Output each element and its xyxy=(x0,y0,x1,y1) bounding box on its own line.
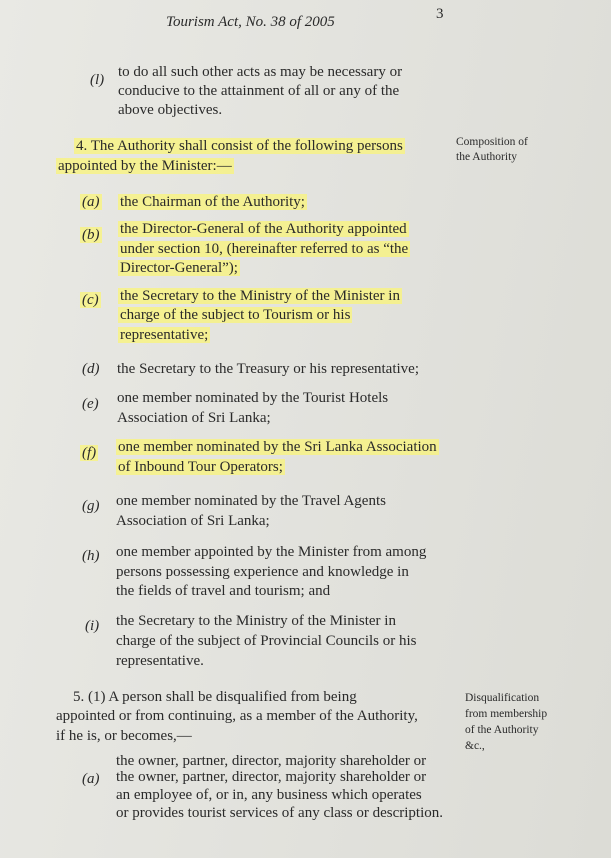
item-d-line: the Secretary to the Treasury or his representative; xyxy=(117,361,419,377)
margin-note-disqualification-1: Disqualification xyxy=(465,692,540,704)
section-5a-line-1: the owner, partner, director, majority shareholder or xyxy=(116,769,427,785)
section-5a-label: (a) xyxy=(82,771,100,787)
item-c-label xyxy=(80,292,101,309)
section-4-line-2 xyxy=(56,157,234,175)
item-e-label: (e) xyxy=(82,396,99,412)
item-g-label: (g) xyxy=(82,498,100,514)
section-5a-line-3: or provides tourist services of any class or description. xyxy=(116,805,444,821)
item-b-line-3-text: Director-General”); xyxy=(120,260,238,276)
item-b-line-1-text: the Director-General of the Authority appointed xyxy=(120,221,407,237)
page-number: 3 xyxy=(436,6,444,22)
item-b-label-text: (b) xyxy=(82,227,100,243)
item-h-line-2: persons possessing experience and knowledge in xyxy=(116,564,409,580)
section-5-line-3: if he is, or becomes,— xyxy=(56,728,192,744)
item-c-label-text: (c) xyxy=(82,292,99,308)
item-e-line-1: one member nominated by the Tourist Hotels xyxy=(117,390,389,406)
item-c-line-2 xyxy=(118,306,352,324)
margin-note-composition-1: Composition of xyxy=(456,136,528,148)
item-h-line-1: one member appointed by the Minister from among xyxy=(116,544,427,560)
item-i-label: (i) xyxy=(85,618,100,634)
margin-note-disqualification-2: from membership xyxy=(465,708,548,720)
margin-note-disqualification-4: &c., xyxy=(465,740,485,752)
item-h-label: (h) xyxy=(82,548,100,564)
section-4-line-1-text: 4. The Authority shall consist of the following persons xyxy=(76,138,403,154)
item-b-line-2 xyxy=(118,240,410,258)
section-4-line-1 xyxy=(74,137,405,155)
item-f-line-1-text: one member nominated by the Sri Lanka Association xyxy=(118,439,437,455)
item-a-line xyxy=(118,193,307,211)
margin-note-composition-2: the Authority xyxy=(456,151,518,163)
item-c-line-2-text: charge of the subject to Tourism or his xyxy=(120,307,351,323)
item-b-line-1 xyxy=(118,220,409,238)
item-d-label: (d) xyxy=(82,361,100,377)
item-i-line-1: the Secretary to the Ministry of the Minister in xyxy=(116,613,396,629)
item-l-line-2: conducive to the attainment of all or any of the xyxy=(118,83,400,99)
item-a-label xyxy=(80,194,102,211)
item-b-label xyxy=(80,227,102,244)
item-l-label: (l) xyxy=(90,72,105,88)
item-c-line-1 xyxy=(118,287,402,305)
item-i-line-2: charge of the subject of Provincial Councils or his xyxy=(116,633,417,649)
item-c-line-1-text: the Secretary to the Ministry of the Minister in xyxy=(120,288,400,304)
item-f-label xyxy=(80,445,98,462)
item-g-line-1: one member nominated by the Travel Agents xyxy=(116,493,386,509)
margin-note-disqualification-3: of the Authority xyxy=(465,724,539,736)
item-f-line-2-text: of Inbound Tour Operators; xyxy=(118,459,283,475)
section-5-line-2: appointed or from continuing, as a member of the Authority, xyxy=(56,708,418,724)
item-c-line-3 xyxy=(118,326,210,344)
section-5a-ghost-line: the owner, partner, director, majority shareholder or xyxy=(116,753,427,769)
section-5-line-1: 5. (1) A person shall be disqualified from being xyxy=(73,689,357,705)
item-a-line-text: the Chairman of the Authority; xyxy=(120,194,305,210)
item-c-line-3-text: representative; xyxy=(120,327,209,343)
item-h-line-3: the fields of travel and tourism; and xyxy=(116,583,331,599)
running-title: Tourism Act, No. 38 of 2005 xyxy=(166,14,335,30)
item-e-line-2: Association of Sri Lanka; xyxy=(117,410,271,426)
item-f-label-text: (f) xyxy=(82,445,97,461)
item-b-line-2-text: under section 10, (hereinafter referred to as “the xyxy=(120,241,409,257)
item-l-line-1: to do all such other acts as may be necessary or xyxy=(118,64,403,80)
item-f-line-1 xyxy=(116,438,439,456)
item-g-line-2: Association of Sri Lanka; xyxy=(116,513,270,529)
section-4-line-2-text: appointed by the Minister:— xyxy=(58,158,232,174)
item-a-label-text: (a) xyxy=(82,194,100,210)
item-i-line-3: representative. xyxy=(116,653,204,669)
section-5a-line-2: an employee of, or in, any business which operates xyxy=(116,787,422,803)
item-f-line-2 xyxy=(116,458,285,476)
item-b-line-3 xyxy=(118,259,240,277)
item-l-line-3: above objectives. xyxy=(118,102,223,118)
